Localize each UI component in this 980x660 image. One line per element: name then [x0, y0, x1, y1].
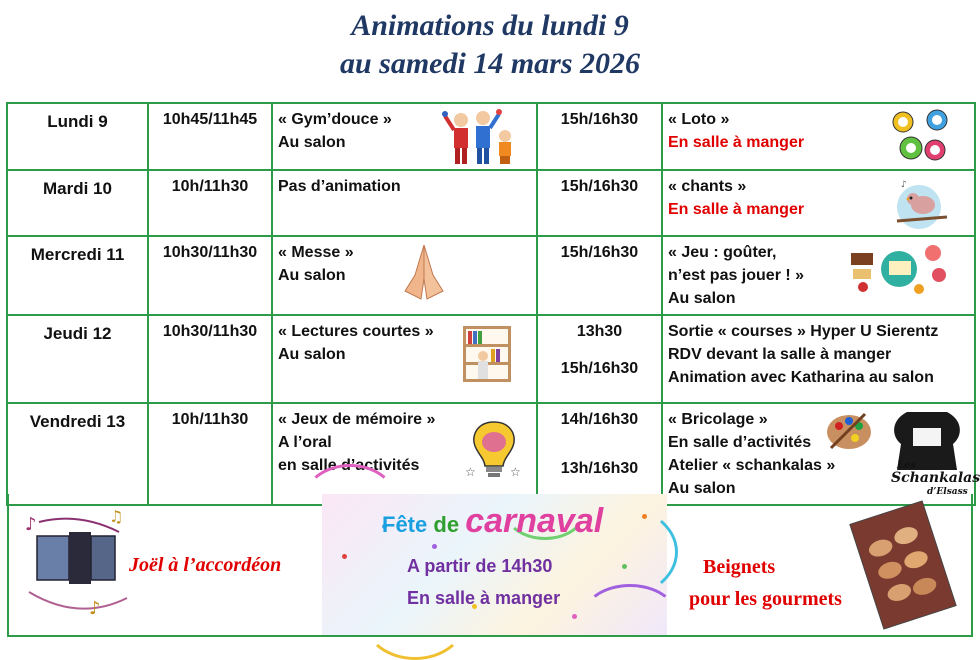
snacks-icon	[849, 239, 949, 295]
praying-hands-icon	[393, 239, 455, 303]
carnival-title-word-1: Fête	[382, 512, 428, 537]
afternoon-time	[537, 103, 662, 170]
bird-icon	[895, 177, 949, 229]
schankalas-logo	[887, 410, 980, 497]
day-cell: Mardi 10	[7, 170, 148, 236]
svg-text:♪: ♪	[89, 598, 101, 619]
afternoon-activity	[662, 315, 975, 403]
activity-line: Pas d’animation	[278, 178, 401, 195]
activity-line: « chants »	[668, 178, 747, 195]
day-cell: Mercredi 11	[7, 236, 148, 315]
page-title-line-2: au samedi 14 mars 2026	[339, 47, 641, 80]
carnival-title-word-2: de	[433, 512, 460, 537]
table-row	[7, 315, 975, 403]
afternoon-activity	[662, 403, 980, 505]
bingo-icon	[889, 108, 951, 166]
activity-line: n’est pas jouer ! »	[668, 267, 805, 284]
activity-line: « Messe »	[278, 244, 354, 261]
gym-icon	[441, 108, 519, 166]
footer-banner	[7, 494, 973, 637]
accordion-text: Joël à l’accordéon	[129, 554, 282, 576]
page-title-line-1: Animations du lundi 9	[351, 9, 629, 42]
svg-text:☆: ☆	[465, 465, 476, 479]
activity-location: En salle à manger	[668, 134, 805, 151]
afternoon-time	[537, 170, 662, 236]
table-row	[7, 170, 975, 236]
accordion-icon	[19, 502, 131, 620]
activity-line: « Lectures courtes »	[278, 323, 434, 340]
morning-time: 10h30/11h30	[148, 236, 272, 315]
carnival-place: En salle à manger	[407, 588, 561, 608]
activity-line: « Jeux de mémoire »	[278, 411, 436, 428]
activity-line: Au salon	[668, 480, 736, 497]
table-row	[7, 236, 975, 315]
activity-line: Atelier « schankalas »	[668, 457, 836, 474]
activity-line: en salle d’activités	[278, 457, 420, 474]
morning-activity	[272, 170, 537, 236]
carnival-time: A partir de 14h30	[407, 556, 553, 576]
beignets-text-2: pour les gourmets	[689, 588, 842, 610]
activity-line: Au salon	[278, 346, 346, 363]
morning-time: 10h30/11h30	[148, 315, 272, 403]
activity-line: Au salon	[278, 134, 346, 151]
table-row	[7, 403, 975, 505]
activity-line: Au salon	[668, 290, 736, 307]
svg-text:♪: ♪	[25, 514, 37, 535]
brain-bulb-icon	[465, 418, 523, 480]
activity-line: « Gym’douce »	[278, 111, 392, 128]
carnival-title-word-3: carnaval	[465, 502, 604, 540]
afternoon-time	[537, 315, 662, 403]
morning-activity	[272, 236, 537, 315]
paint-palette-icon	[825, 408, 873, 452]
day-cell: Jeudi 12	[7, 315, 148, 403]
activity-line: « Jeu : goûter,	[668, 244, 777, 261]
day-cell: Lundi 9	[7, 103, 148, 170]
time-line: 13h30	[576, 323, 623, 340]
day-cell: Vendredi 13	[7, 403, 148, 505]
time-line: 15h/16h30	[560, 360, 639, 377]
activity-line: « Bricolage »	[668, 411, 768, 428]
activity-line: En salle d’activités	[668, 434, 812, 451]
time-line: 15h/16h30	[560, 178, 639, 195]
time-line: 13h/16h30	[560, 460, 639, 477]
activity-line: Animation avec Katharina au salon	[668, 369, 934, 386]
activity-line: Sortie « courses » Hyper U Sierentz	[668, 323, 939, 340]
logo-text-elsass: d’Elsass	[927, 487, 968, 497]
time-line: 15h/16h30	[560, 244, 639, 261]
afternoon-activity	[662, 170, 975, 236]
morning-time: 10h45/11h45	[148, 103, 272, 170]
activity-line: « Loto »	[668, 111, 730, 128]
schedule-table	[6, 102, 980, 506]
activity-line: Au salon	[278, 267, 346, 284]
beignets-photo	[855, 502, 951, 628]
time-line: 14h/16h30	[560, 411, 639, 428]
svg-text:☆: ☆	[510, 465, 521, 479]
svg-text:♫: ♫	[109, 507, 124, 526]
time-line: 15h/16h30	[560, 111, 639, 128]
morning-activity	[272, 315, 537, 403]
logo-text-les: Les	[897, 460, 917, 471]
activity-line: RDV devant la salle à manger	[668, 346, 892, 363]
table-row	[7, 103, 975, 170]
morning-activity	[272, 103, 537, 170]
carnival-title	[382, 502, 603, 541]
afternoon-time	[537, 236, 662, 315]
morning-time: 10h/11h30	[148, 403, 272, 505]
activity-line: A l’oral	[278, 434, 332, 451]
afternoon-activity	[662, 103, 975, 170]
morning-time: 10h/11h30	[148, 170, 272, 236]
logo-text-schankalas: Schankalas	[891, 470, 980, 486]
activity-location: En salle à manger	[668, 201, 805, 218]
beignets-text: Beignets	[703, 556, 776, 578]
bookshelf-icon	[461, 322, 513, 384]
svg-text:♪: ♪	[901, 180, 907, 190]
afternoon-activity	[662, 236, 975, 315]
